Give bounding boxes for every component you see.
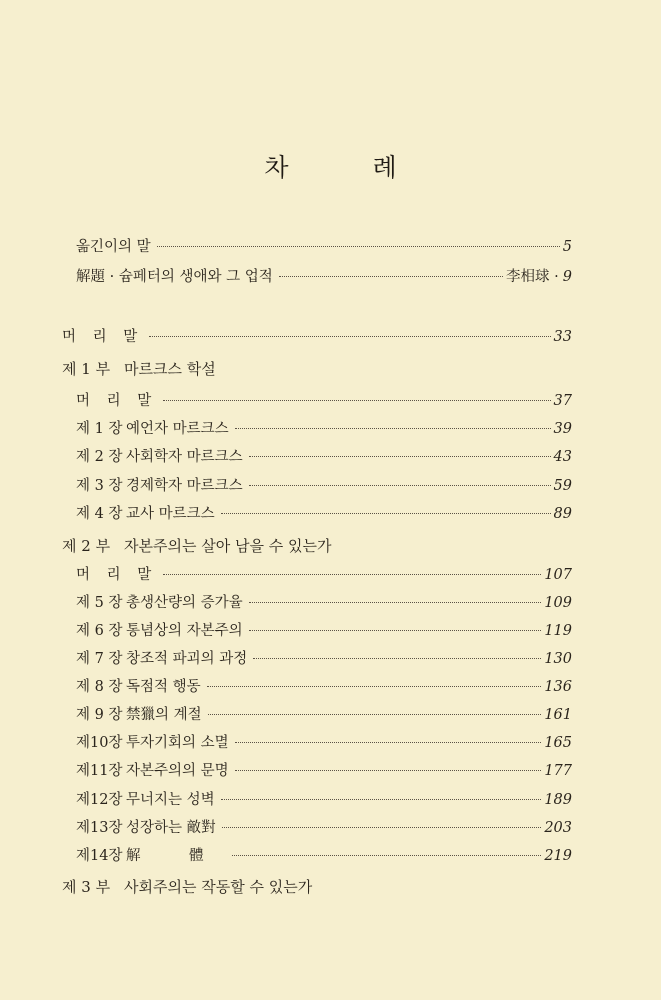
toc-title: 차 례 [264, 153, 435, 182]
dot-leader [163, 399, 550, 401]
dot-leader [249, 629, 542, 631]
chapter-number: 제12장 [76, 792, 123, 808]
entry-label: 창조적 파괴의 과정 [126, 651, 248, 667]
part-title: 마르크스 학설 [124, 360, 216, 378]
dot-leader [253, 657, 541, 659]
part-title: 자본주의는 살아 남을 수 있는가 [124, 537, 332, 555]
dot-leader [208, 713, 542, 715]
toc-entry[interactable] [76, 564, 572, 586]
page-number: 43 [553, 449, 572, 465]
dot-leader [221, 512, 551, 514]
page-number: 37 [553, 393, 572, 409]
chapter-number: 제10장 [76, 735, 123, 751]
dot-leader [249, 601, 542, 603]
page-number: 39 [553, 421, 572, 437]
chapter-number: 제13장 [76, 820, 123, 836]
entry-label: 사회학자 마르크스 [126, 449, 243, 465]
page-number: 136 [544, 679, 572, 695]
dot-leader [232, 854, 542, 856]
chapter-number: 제 4 장 [76, 506, 123, 522]
entry-label: 예언자 마르크스 [126, 421, 229, 437]
page-number: 119 [544, 623, 572, 639]
toc-entry[interactable] [76, 817, 572, 839]
toc-entry[interactable] [76, 704, 572, 726]
page-number: 189 [544, 792, 572, 808]
entry-label: 무너지는 성벽 [126, 792, 215, 808]
entry-label: 머 리 말 [62, 329, 144, 345]
entry-label: 옮긴이의 말 [76, 239, 151, 255]
chapter-number: 제11장 [76, 763, 123, 779]
entry-label: 머 리 말 [76, 567, 158, 583]
toc-entry[interactable] [76, 592, 572, 614]
chapter-number: 제 8 장 [76, 679, 123, 695]
part-number: 제 1 부 [62, 360, 111, 378]
toc-entry-commentary[interactable] [76, 266, 572, 288]
entry-label: 머 리 말 [76, 393, 158, 409]
toc-entry[interactable] [76, 676, 572, 698]
part-heading-3[interactable] [62, 876, 312, 897]
toc-entry[interactable] [76, 648, 572, 670]
chapter-number: 제 1 장 [76, 421, 123, 437]
page-number: 5 [562, 239, 572, 255]
page-number: 59 [553, 478, 572, 494]
part-number: 제 2 부 [62, 537, 111, 555]
toc-entry[interactable] [76, 732, 572, 754]
page-number: 177 [544, 763, 572, 779]
entry-label: 자본주의의 문명 [126, 763, 229, 779]
dot-leader [249, 455, 551, 457]
chapter-number: 제 5 장 [76, 595, 123, 611]
toc-entry[interactable] [76, 620, 572, 642]
dot-leader [235, 769, 542, 771]
chapter-number: 제14장 [76, 848, 123, 864]
entry-author: 李相球 · [506, 269, 559, 285]
dot-leader [163, 573, 541, 575]
page-number: 130 [544, 651, 572, 667]
part-number: 제 3 부 [62, 878, 111, 896]
chapter-number: 제 6 장 [76, 623, 123, 639]
page-number: 219 [544, 848, 572, 864]
entry-label: 성장하는 敵對 [126, 820, 216, 836]
entry-label: 解題 · 슘페터의 생애와 그 업적 [76, 269, 273, 285]
part-heading-1[interactable] [62, 358, 216, 379]
toc-entry[interactable] [76, 760, 572, 782]
toc-entry[interactable] [76, 789, 572, 811]
dot-leader [222, 826, 542, 828]
dot-leader [149, 335, 550, 337]
page-number: 33 [553, 329, 572, 345]
toc-entry[interactable] [76, 446, 572, 468]
page-number: 107 [544, 567, 572, 583]
entry-label: 투자기회의 소멸 [126, 735, 229, 751]
page-number: 165 [544, 735, 572, 751]
dot-leader [235, 427, 551, 429]
toc-entry[interactable] [76, 418, 572, 440]
entry-label: 통념상의 자본주의 [126, 623, 243, 639]
part-heading-2[interactable] [62, 535, 331, 556]
toc-entry[interactable] [76, 475, 572, 497]
toc-entry-preface[interactable] [62, 326, 572, 348]
page-number: 109 [544, 595, 572, 611]
toc-entry[interactable] [76, 503, 572, 525]
entry-label: 독점적 행동 [126, 679, 201, 695]
dot-leader [221, 798, 542, 800]
toc-entry-translator-note[interactable] [76, 236, 572, 258]
part-title: 사회주의는 작동할 수 있는가 [124, 878, 313, 896]
page-number: 89 [553, 506, 572, 522]
chapter-number: 제 2 장 [76, 449, 123, 465]
entry-label: 解 體 [126, 848, 226, 864]
entry-label: 경제학자 마르크스 [126, 478, 243, 494]
entry-label: 교사 마르크스 [126, 506, 215, 522]
chapter-number: 제 7 장 [76, 651, 123, 667]
page-number: 9 [562, 269, 572, 285]
dot-leader [279, 275, 503, 277]
page-number: 161 [544, 707, 572, 723]
dot-leader [249, 484, 551, 486]
dot-leader [207, 685, 542, 687]
dot-leader [157, 245, 560, 247]
toc-entry[interactable] [76, 845, 572, 867]
entry-label: 禁獵의 계절 [126, 707, 202, 723]
entry-label: 총생산량의 증가율 [126, 595, 243, 611]
chapter-number: 제 9 장 [76, 707, 123, 723]
page-number: 203 [544, 820, 572, 836]
chapter-number: 제 3 장 [76, 478, 123, 494]
dot-leader [235, 741, 542, 743]
toc-entry[interactable] [76, 390, 572, 412]
